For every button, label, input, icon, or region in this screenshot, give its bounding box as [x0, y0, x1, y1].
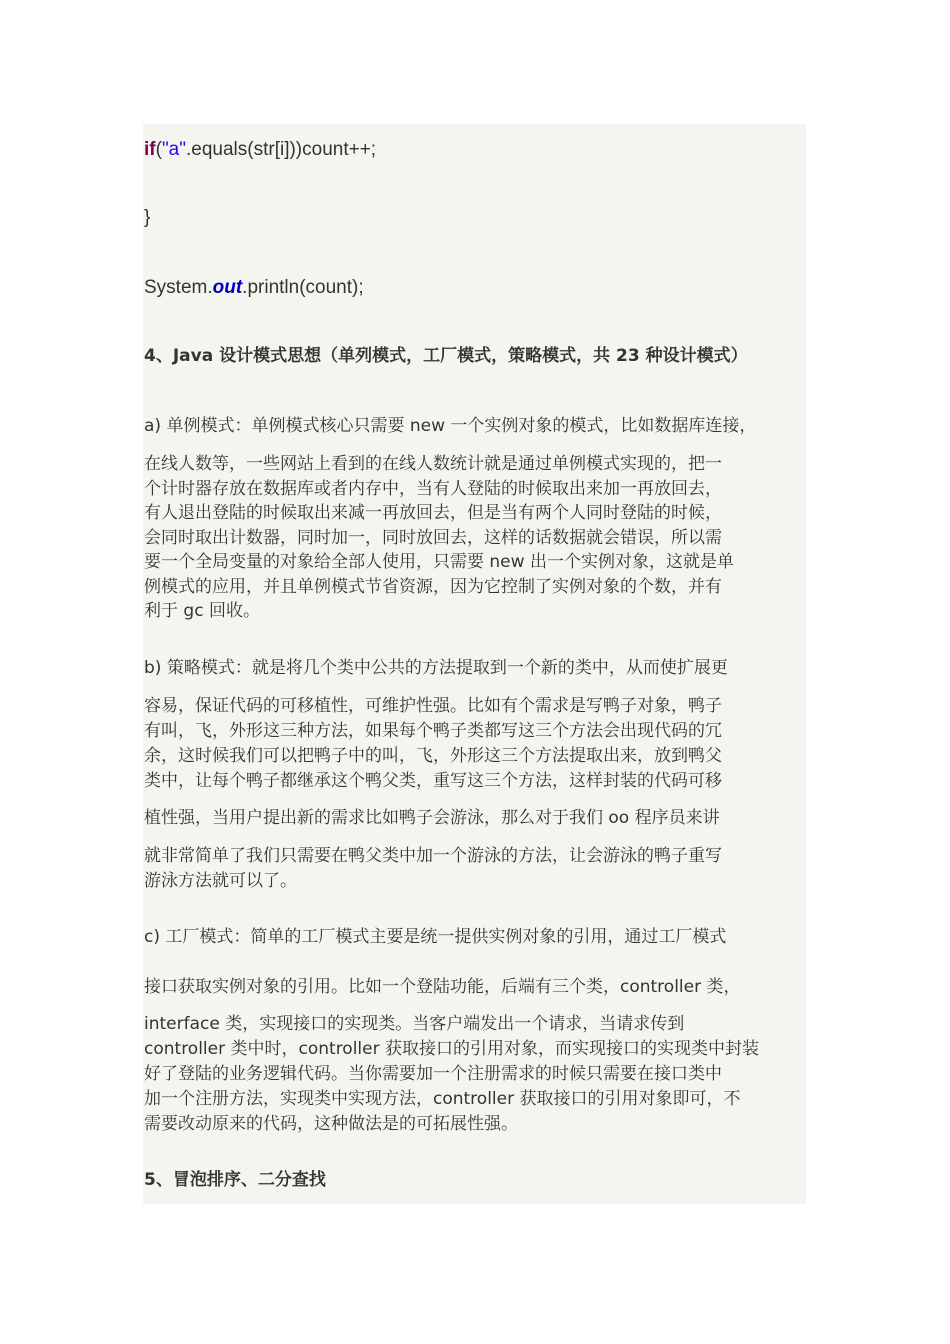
- para-c-line: interface 类，实现接口的实现类。当客户端发出一个请求，当请求传到: [144, 1014, 685, 1034]
- para-a-line: 个计时器存放在数据库或者内存中，当有人登陆的时候取出来加一再放回去，: [144, 479, 722, 499]
- para-a-line: 要一个全局变量的对象给全部人使用，只需要 new 出一个实例对象，这就是单: [144, 552, 734, 572]
- para-b-line: 余，这时候我们可以把鸭子中的叫，飞，外形这三个方法提取出来，放到鸭父: [144, 746, 722, 766]
- para-a-line: a) 单例模式：单例模式核心只需要 new 一个实例对象的模式，比如数据库连接，: [144, 416, 757, 436]
- para-a-line: 例模式的应用，并且单例模式节省资源，因为它控制了实例对象的个数，并有: [144, 577, 722, 597]
- para-c-line: 好了登陆的业务逻辑代码。当你需要加一个注册需求的时候只需要在接口类中: [144, 1064, 722, 1084]
- para-a-line: 利于 gc 回收。: [144, 601, 260, 621]
- para-b-line: 就非常简单了我们只需要在鸭父类中加一个游泳的方法，让会游泳的鸭子重写: [144, 846, 722, 866]
- code-line-println: [144, 278, 364, 298]
- code-field-out: out: [212, 277, 243, 298]
- para-b-line: b) 策略模式：就是将几个类中公共的方法提取到一个新的类中，从而使扩展更: [144, 658, 728, 678]
- para-a-line: 有人退出登陆的时候取出来减一再放回去，但是当有两个人同时登陆的时候，: [144, 503, 722, 523]
- code-string-literal: "a": [161, 139, 186, 160]
- code-system: System.: [144, 277, 213, 298]
- section-4-heading: 4、Java 设计模式思想（单列模式，工厂模式，策略模式，共 23 种设计模式）: [144, 346, 748, 366]
- para-c-line: controller 类中时，controller 获取接口的引用对象，而实现接口的实现类中封装: [144, 1039, 760, 1059]
- para-b-line: 植性强，当用户提出新的需求比如鸭子会游泳，那么对于我们 oo 程序员来讲: [144, 808, 720, 828]
- code-println: .println(count);: [242, 277, 364, 298]
- code-keyword-if: if: [144, 139, 156, 160]
- para-a-line: 会同时取出计数器，同时加一，同时放回去，这样的话数据就会错误，所以需: [144, 528, 722, 548]
- para-b-line: 类中，让每个鸭子都继承这个鸭父类，重写这三个方法，这样封装的代码可移: [144, 771, 722, 791]
- para-c-line: c) 工厂模式：简单的工厂模式主要是统一提供实例对象的引用，通过工厂模式: [144, 927, 727, 947]
- para-c-line: 需要改动原来的代码，这种做法是的可拓展性强。: [144, 1114, 518, 1134]
- section-5-heading: 5、冒泡排序、二分查找: [144, 1170, 326, 1190]
- para-a-line: 在线人数等，一些网站上看到的在线人数统计就是通过单例模式实现的，把一: [144, 454, 722, 474]
- code-line-brace: }: [144, 207, 151, 228]
- para-b-line: 有叫，飞，外形这三种方法，如果每个鸭子类都写这三个方法会出现代码的冗: [144, 721, 722, 741]
- para-b-line: 游泳方法就可以了。: [144, 871, 297, 891]
- code-line-if: [144, 140, 376, 160]
- para-c-line: 加一个注册方法，实现类中实现方法，controller 获取接口的引用对象即可，不: [144, 1089, 741, 1109]
- para-c-line: 接口获取实例对象的引用。比如一个登陆功能，后端有三个类，controller 类，: [144, 977, 741, 997]
- code-rest: .equals(str[i]))count++;: [186, 139, 377, 160]
- para-b-line: 容易，保证代码的可移植性，可维护性强。比如有个需求是写鸭子对象，鸭子: [144, 696, 722, 716]
- code-paren: (: [155, 139, 162, 160]
